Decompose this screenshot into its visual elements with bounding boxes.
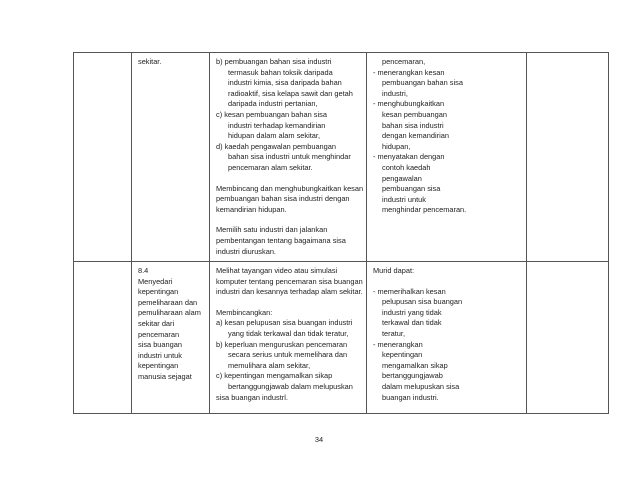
text-line: kesan pembuangan [382, 109, 447, 119]
text-line: - menyatakan dengan [373, 152, 445, 162]
text-line: secara serius untuk memelihara dan [228, 350, 348, 360]
text-line: industri untuk [382, 194, 426, 204]
text-line: mengamalkan sikap [382, 360, 448, 370]
text-line: hidupan, [382, 141, 411, 151]
text-line: buangan industri. [382, 392, 439, 402]
text-line: dalam melupuskan sisa [382, 382, 460, 392]
text-line: - menerangkan kesan [373, 67, 445, 77]
text-line: memulihara alam sekitar, [228, 360, 311, 370]
activities-cell [210, 53, 367, 262]
text-line: pelupusan sisa buangan [382, 297, 463, 307]
text-line: kepentingan [138, 361, 179, 371]
text-line: pengawalan [382, 173, 422, 183]
outcomes-cell [367, 53, 527, 262]
text-line: bertanggungjawab dalam melupuskan [228, 382, 353, 392]
text-line: dengan kemandirian [382, 131, 449, 141]
text-line: menghindar pencemaran. [382, 205, 467, 215]
outcomes-cell [367, 262, 527, 414]
text-line: kemandirian hidupan. [216, 204, 287, 214]
text-line: pembuangan sisa [382, 184, 441, 194]
text-line: hidupan dalam alam sekitar, [228, 131, 321, 141]
text-line: industri, [382, 88, 408, 98]
text-line: pembentangan tentang bagaimana sisa [216, 235, 346, 245]
table-row [74, 262, 609, 414]
text-line: bahan sisa industri untuk menghindar [228, 152, 351, 162]
notes-cell [527, 262, 609, 414]
text-line: Memilih satu industri dan jalankan [216, 225, 328, 235]
learning-standard-cell [132, 53, 210, 262]
text-line: kepentingan [138, 287, 179, 297]
text-line: d) kaedah pengawalan pembuangan [216, 141, 336, 151]
text-line: a) kesan pelupusan sisa buangan industri [216, 318, 353, 328]
text-line: Membincang dan menghubungkaitkan kesan [216, 183, 364, 193]
curriculum-table [73, 52, 609, 414]
text-line [216, 298, 361, 308]
table-row [74, 53, 609, 262]
text-line: manusia sejagat [138, 372, 192, 382]
text-line: industri kimia, sisa daripada bahan [228, 78, 342, 88]
text-line: termasuk bahan toksik daripada [228, 67, 333, 77]
text-line [373, 277, 521, 287]
text-line: pembuangan bahan sisa industri dengan [216, 194, 350, 204]
text-line: yang tidak terkawal dan tidak teratur, [228, 329, 349, 339]
text-line: industri dan kesannya terhadap alam sekitar. [216, 287, 363, 297]
text-line: sekitar. [138, 57, 162, 66]
text-line: c) kesan pembuangan bahan sisa [216, 109, 327, 119]
notes-cell [527, 53, 609, 262]
text-line: pencemaran [138, 329, 180, 339]
text-line: pencemaran, [382, 57, 426, 66]
text-line [216, 215, 361, 225]
text-line: industri untuk [138, 350, 182, 360]
text-line: radioaktif, sisa kelapa sawit dan getah [228, 88, 353, 98]
text-line: - memerihalkan kesan [373, 286, 446, 296]
theme-cell [74, 53, 132, 262]
theme-cell [74, 262, 132, 414]
text-line: daripada industri pertanian, [228, 99, 318, 109]
text-line: pemeliharaan dan [138, 297, 198, 307]
text-line: contoh kaedah [382, 162, 431, 172]
text-line: sisa buangan industrl. [216, 392, 288, 402]
text-line: - menghubungkaitkan [373, 99, 445, 109]
text-line: b) keperluan menguruskan pencemaran [216, 339, 348, 349]
text-line: Melihat tayangan video atau simulasi [216, 266, 338, 276]
text-line: 8.4 [138, 266, 149, 276]
text-line: pembuangan bahan sisa [382, 78, 463, 88]
text-line [216, 174, 361, 184]
text-line: industri diuruskan. [216, 246, 276, 256]
text-line: teratur, [382, 329, 406, 339]
text-line: bertanggungjawab [382, 371, 443, 381]
text-line: pemuliharaan alam [138, 308, 201, 318]
text-line: sisa buangan [138, 340, 182, 350]
text-line: pencemaran alam sekitar. [228, 162, 313, 172]
text-line: terkawal dan tidak [382, 318, 442, 328]
text-line: industri terhadap kemandirian [228, 120, 326, 130]
text-line: c) kepentingan mengamalkan sikap [216, 371, 333, 381]
text-line: komputer tentang pencemaran sisa buangan [216, 276, 363, 286]
text-line: industri yang tidak [382, 307, 442, 317]
learning-standard-cell [132, 262, 210, 414]
text-line: kepentingan [382, 350, 423, 360]
text-line: bahan sisa industri [382, 120, 444, 130]
text-line: Menyedari [138, 276, 173, 286]
text-line: - menerangkan [373, 339, 423, 349]
text-line: Membincangkan: [216, 307, 273, 317]
text-line: Murid dapat: [373, 266, 415, 276]
activities-cell [210, 262, 367, 414]
text-line: b) pembuangan bahan sisa industri [216, 57, 332, 66]
text-line: sekitar dari [138, 319, 175, 329]
page-number: 34 [314, 435, 324, 444]
